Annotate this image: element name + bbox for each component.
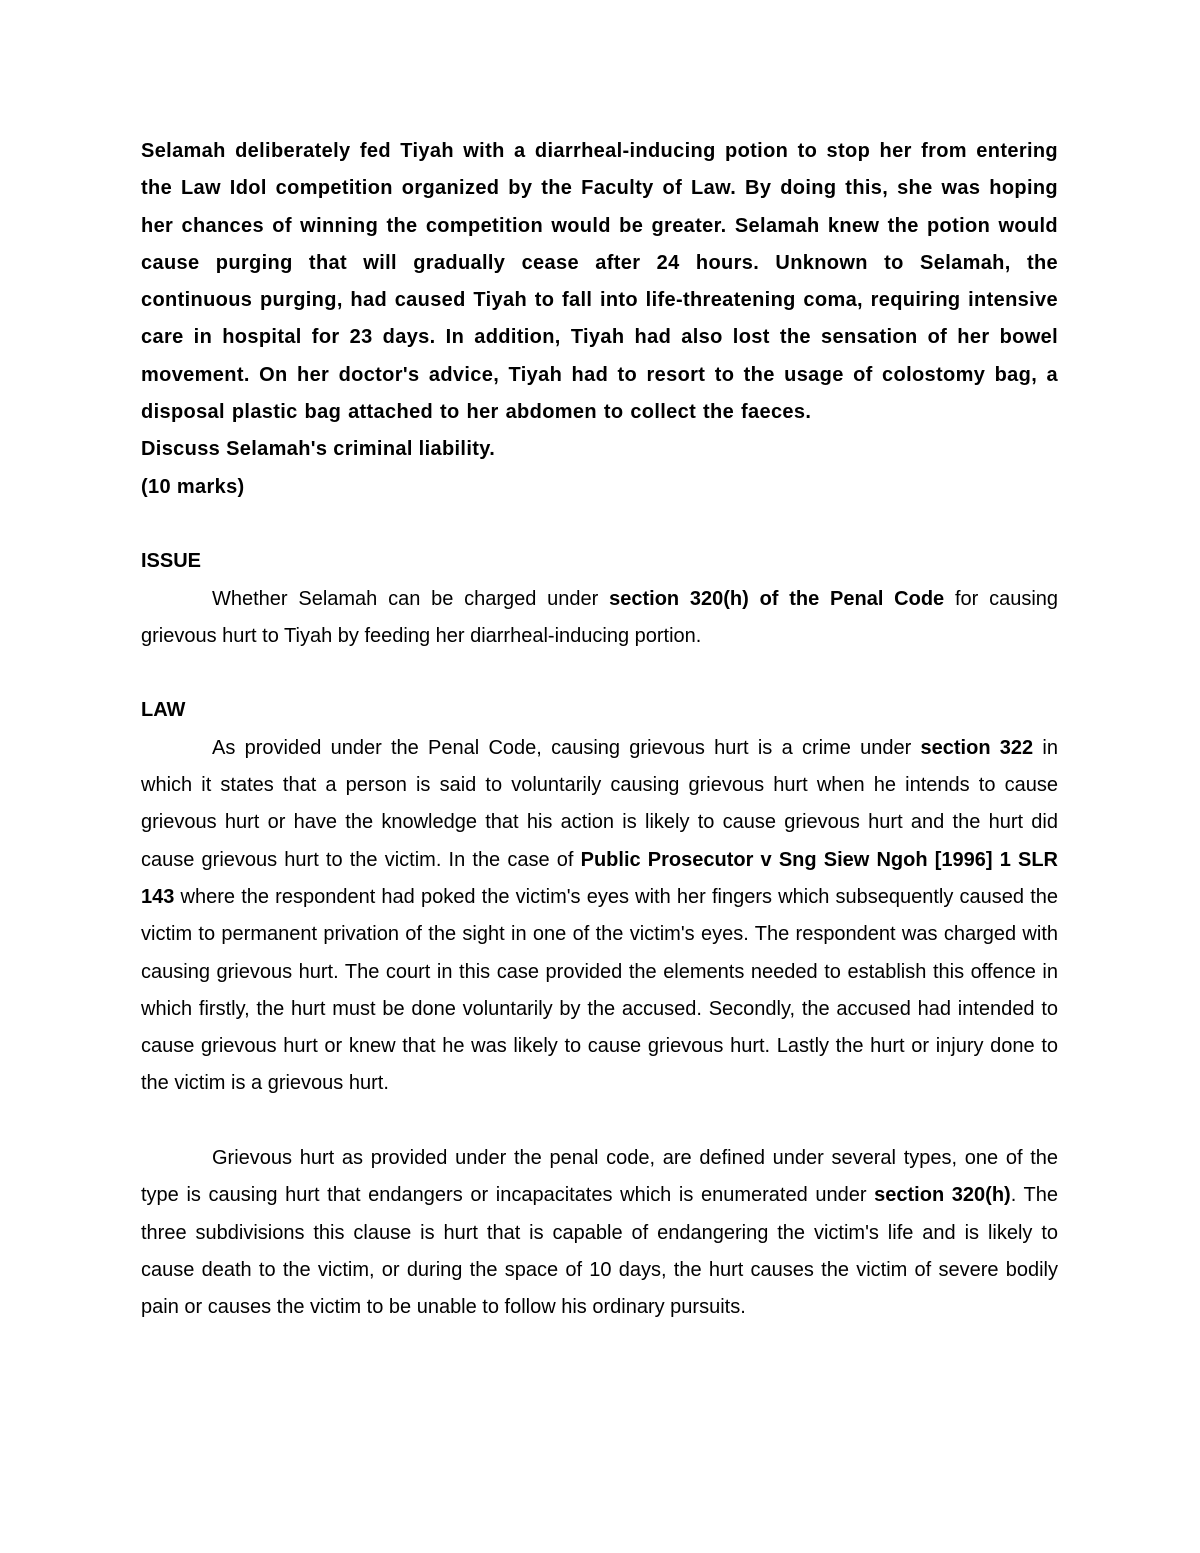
document-page <box>141 133 1058 1327</box>
law-p2-text: Grievous hurt as provided under the penal code, are defined under several types, one of the type is causing hurt that endangers or incapacitates which is enumerated under <box>141 1147 1058 1207</box>
question-marks: (10 marks) <box>141 475 245 498</box>
issue-statute: section 320(h) of the Penal Code <box>609 587 945 610</box>
law-heading: LAW <box>141 699 186 722</box>
law-p2-statute: section 320(h) <box>874 1184 1011 1207</box>
question-scenario: Selamah deliberately fed Tiyah with a diarrheal-inducing potion to stop her from entering the Law Idol competition organized by the Faculty of Law. By doing this, she was hoping her chances of winning the competition would be greater. Selamah knew the potion would cause purging that will gradually cease after 24 hours. Unknown to Selamah, the continuous purging, had caused Tiyah to fall into life-threatening coma, requiring intensive care in hospital for 23 days. In addition, Tiyah had also lost the sensation of her bowel movement. On her doctor's advice, Tiyah had to resort to the usage of colostomy bag, a disposal plastic bag attached to her abdomen to collect the faeces. <box>141 140 1058 424</box>
spacer <box>141 655 1058 692</box>
law-paragraph-2 <box>141 1140 1058 1326</box>
law-p2-text-continued: . The three subdivisions this clause is hurt that is capable of endangering the victim's life and is likely to cause death to the victim, or during the space of 10 days, the hurt causes the victim of severe bodily pain or causes the victim to be unable to follow his ordinary pursuits. <box>141 1184 1058 1319</box>
law-p1-statute: section 322 <box>920 736 1034 759</box>
issue-paragraph <box>141 581 1058 656</box>
spacer <box>141 506 1058 543</box>
issue-text-continued: for causing grievous hurt to Tiyah by feeding her diarrheal-inducing portion. <box>141 587 1059 647</box>
question-task: Discuss Selamah's criminal liability. <box>141 438 496 461</box>
law-p1-text-end: where the respondent had poked the victim's eyes with her fingers which subsequently caused the victim to permanent privation of the sight in one of the victim's eyes. The respondent was charged with causing grievous hurt. The court in this case provided the elements needed to establish this offence in which firstly, the hurt must be done voluntarily by the accused. Secondly, the accused had intended to cause grievous hurt or knew that he was likely to cause grievous hurt. Lastly the hurt or injury done to the victim is a grievous hurt. <box>141 885 1058 1095</box>
law-p1-text: As provided under the Penal Code, causing grievous hurt is a crime under <box>212 736 921 759</box>
issue-heading: ISSUE <box>141 550 202 573</box>
law-p1-text-continued: in which it states that a person is said to voluntarily causing grievous hurt when he intends to cause grievous hurt or have the knowledge that his action is likely to cause grievous hurt and the hurt did cause grievous hurt to the victim. In the case of <box>141 736 1058 871</box>
law-p1-case-citation: Public Prosecutor v Sng Siew Ngoh [1996] 1 SLR 143 <box>141 848 1059 908</box>
law-paragraph-1 <box>141 730 1058 1103</box>
issue-text: Whether Selamah can be charged under <box>212 587 610 610</box>
spacer <box>141 1103 1058 1140</box>
